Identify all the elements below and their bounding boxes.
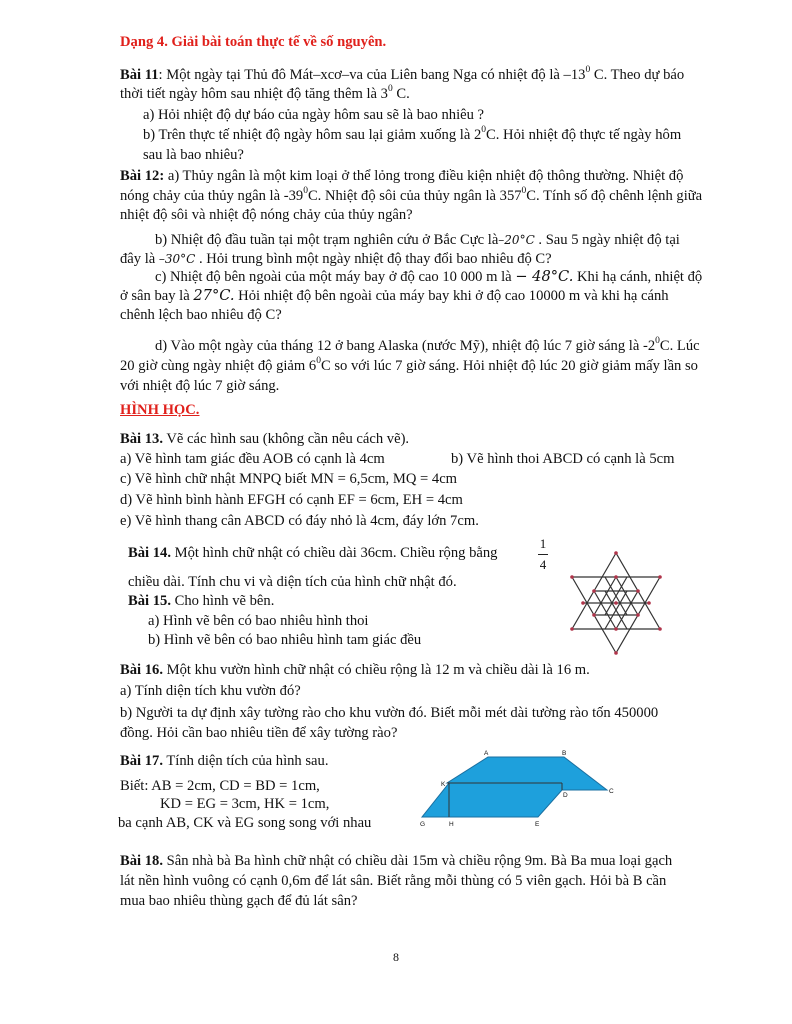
bai14-line2: chiều dài. Tính chu vi và diện tích của hình chữ nhật đó.: [128, 574, 457, 590]
point-g-label: G: [420, 821, 426, 828]
bai11-label: Bài 11: [120, 67, 159, 83]
bai11-text: : Một ngày tại Thủ đô Mát–xcơ–va của Liên bang Nga có nhiệt độ là –13: [158, 67, 586, 83]
bai15-a: a) Hình vẽ bên có bao nhiêu hình thoi: [148, 613, 369, 629]
bai17-given2: KD = EG = 3cm, HK = 1cm,: [160, 796, 330, 812]
degree-sup: 0: [387, 84, 393, 95]
hexagram-figure: [566, 548, 666, 658]
bai11-text: thời tiết ngày hôm sau nhiệt độ tăng thêm là 3: [120, 86, 388, 102]
bai13-a: a) Vẽ hình tam giác đều AOB có cạnh là 4cm: [120, 451, 385, 467]
bai17-intro: [120, 752, 328, 770]
bai18-label: Bài 18.: [120, 853, 163, 869]
page-number: 8: [393, 950, 399, 964]
bai12-text: Hỏi nhiệt độ bên ngoài của máy bay khi ở độ cao 10000 m và khi hạ cánh: [234, 288, 669, 304]
point-b-label: B: [562, 750, 567, 757]
section-heading-dang4: Dạng 4. Giải bài toán thực tế về số nguyên.: [120, 34, 387, 50]
bai12-text: C. Lúc: [659, 338, 700, 354]
bai11-line2: [120, 85, 410, 103]
bai15-b: b) Hình vẽ bên có bao nhiêu hình tam giác đều: [148, 632, 422, 648]
bai12-d-line2: [120, 357, 698, 375]
bai12-d-line3: với nhiệt độ lúc 7 giờ sáng.: [120, 378, 280, 394]
bai12-text: C. Tính số độ chênh lệnh giữa: [526, 188, 703, 204]
bai14-label: Bài 14.: [128, 545, 171, 561]
bai11-text: C. Theo dự báo: [590, 67, 685, 83]
point-h-label: H: [449, 821, 454, 828]
bai16-text: Một khu vườn hình chữ nhật có chiều rộng là 12 m và chiều dài là 16 m.: [162, 662, 590, 678]
bai12-label: Bài 12:: [120, 168, 165, 184]
fraction-one-quarter: [536, 536, 550, 573]
degree-sup: 0: [481, 125, 486, 136]
bai16-b-line1: b) Người ta dự định xây tường rào cho khu vườn đó. Biết mỗi mét dài tường rào tốn 450000: [120, 705, 659, 721]
fraction-bar: [538, 554, 548, 555]
bai12-math: 27°C.: [193, 287, 235, 304]
bai12-text: nóng chảy của thủy ngân là -39: [120, 188, 304, 204]
bai12-text: d) Vào một ngày của tháng 12 ở bang Alaska (nước Mỹ), nhiệt độ lúc 7 giờ sáng là -2: [155, 338, 656, 354]
bai12-line3: nhiệt độ sôi và nhiệt độ nóng chảy của thủy ngân?: [120, 207, 413, 223]
point-k-label: K: [441, 781, 446, 788]
bai17-blue-shape: [422, 757, 607, 817]
bai13-c: c) Vẽ hình chữ nhật MNPQ biết MN = 6,5cm, MQ = 4cm: [120, 471, 458, 487]
bai12-b-line2: [120, 250, 552, 268]
bai12-c-line3: chênh lệch bao nhiêu độ C?: [120, 307, 282, 323]
bai17-given3: ba cạnh AB, CK và EG song song với nhau: [118, 815, 372, 831]
bai12-c-line2: [120, 287, 669, 305]
bai18-line1: [120, 852, 672, 870]
bai12-text: 20 giờ cùng ngày nhiệt độ giảm 6: [120, 358, 317, 374]
bai13-intro: [120, 430, 409, 448]
bai12-text: ở sân bay là: [120, 288, 194, 304]
point-c-label: C: [609, 788, 614, 795]
bai16-intro: [120, 661, 590, 679]
section-heading-hinhhoc: HÌNH HỌC.: [120, 402, 200, 418]
bai11-text: b) Trên thực tế nhiệt độ ngày hôm sau lại giảm xuống là 2: [143, 127, 482, 143]
bai13-text: Vẽ các hình sau (không cần nêu cách vẽ).: [162, 431, 410, 447]
degree-sup: 0: [316, 356, 321, 367]
bai17-text: Tính diện tích của hình sau.: [162, 753, 329, 769]
bai13-e: e) Vẽ hình thang cân ABCD có đáy nhỏ là 4cm, đáy lớn 7cm.: [120, 513, 479, 529]
bai16-a: a) Tính diện tích khu vườn đó?: [120, 683, 301, 699]
bai17-figure: [412, 745, 622, 835]
bai12-text: . Sau 5 ngày nhiệt độ tại: [534, 232, 680, 248]
bai11-line1: [120, 66, 684, 84]
bai11-b-line2: sau là bao nhiêu?: [143, 147, 244, 163]
bai11-text: C. Hỏi nhiệt độ thực tế ngày hôm: [486, 127, 682, 143]
bai15-text: Cho hình vẽ bên.: [170, 593, 275, 609]
bai12-c-line1: [155, 268, 702, 286]
bai12-math: –30°C: [158, 252, 196, 266]
bai12-text: C so với lúc 7 giờ sáng. Hỏi nhiệt độ lúc 20 giờ giảm mấy lần so: [320, 358, 698, 374]
fraction-denominator: 4: [539, 557, 547, 572]
hexagram-points: [570, 551, 662, 655]
bai12-line2: [120, 187, 702, 205]
bai12-line1: [120, 167, 683, 185]
bai12-text: c) Nhiệt độ bên ngoài của một máy bay ở độ cao 10 000 m là: [155, 269, 516, 285]
bai11-b-line1: [143, 126, 681, 144]
degree-sup: 0: [655, 336, 660, 347]
bai11-text: C.: [392, 86, 410, 102]
bai16-b-line2: đồng. Hỏi cần bao nhiêu tiền để xây tường rào?: [120, 725, 398, 741]
bai13-b: b) Vẽ hình thoi ABCD có cạnh là 5cm: [451, 451, 675, 467]
bai12-text: đây là: [120, 251, 159, 267]
degree-sup: 0: [585, 65, 591, 76]
bai12-text: a) Thủy ngân là một kim loại ở thể lỏng trong điều kiện nhiệt độ thông thường. Nhiệt độ: [164, 168, 684, 184]
bai15-intro: [128, 592, 274, 610]
bai18-line2: lát nền hình vuông có cạnh 0,6m để lát sân. Biết rằng mỗi thùng có 5 viên gạch. Hỏi bà B cần: [120, 873, 667, 889]
bai17-label: Bài 17.: [120, 753, 163, 769]
point-d-label: D: [563, 792, 568, 799]
bai16-label: Bài 16.: [120, 662, 163, 678]
bai14-line1: [128, 544, 497, 562]
bai12-math: − 48°C.: [515, 268, 574, 285]
bai12-b-line1: [155, 231, 680, 249]
degree-sup: 0: [303, 186, 308, 197]
bai15-label: Bài 15.: [128, 593, 171, 609]
bai13-d: d) Vẽ hình bình hành EFGH có cạnh EF = 6cm, EH = 4cm: [120, 492, 463, 508]
bai12-text: Khi hạ cánh, nhiệt độ: [573, 269, 703, 285]
bai12-text: b) Nhiệt độ đầu tuần tại một trạm nghiên cứu ở Bắc Cực là: [155, 232, 499, 248]
bai12-text: . Hỏi trung bình một ngày nhiệt độ thay đổi bao nhiêu độ C?: [195, 251, 552, 267]
degree-sup: 0: [521, 186, 527, 197]
bai12-text: C. Nhiệt độ sôi của thủy ngân là 357: [307, 188, 522, 204]
bai12-d-line1: [155, 337, 700, 355]
bai13-label: Bài 13.: [120, 431, 163, 447]
bai18-line3: mua bao nhiêu thùng gạch để đủ lát sân?: [120, 893, 358, 909]
bai18-text: Sân nhà bà Ba hình chữ nhật có chiều dài 15m và chiều rộng 9m. Bà Ba mua loại gạch: [162, 853, 673, 869]
fraction-numerator: 1: [539, 536, 547, 551]
bai14-text: Một hình chữ nhật có chiều dài 36cm. Chiều rộng bằng: [170, 545, 498, 561]
bai12-math: –20°C: [498, 233, 535, 247]
point-e-label: E: [535, 821, 540, 828]
point-a-label: A: [484, 750, 489, 757]
bai17-shape-polygon: [422, 757, 607, 817]
bai17-given1: Biết: AB = 2cm, CD = BD = 1cm,: [120, 778, 320, 794]
bai11-a: a) Hỏi nhiệt độ dự báo của ngày hôm sau sẽ là bao nhiêu ?: [143, 107, 485, 123]
